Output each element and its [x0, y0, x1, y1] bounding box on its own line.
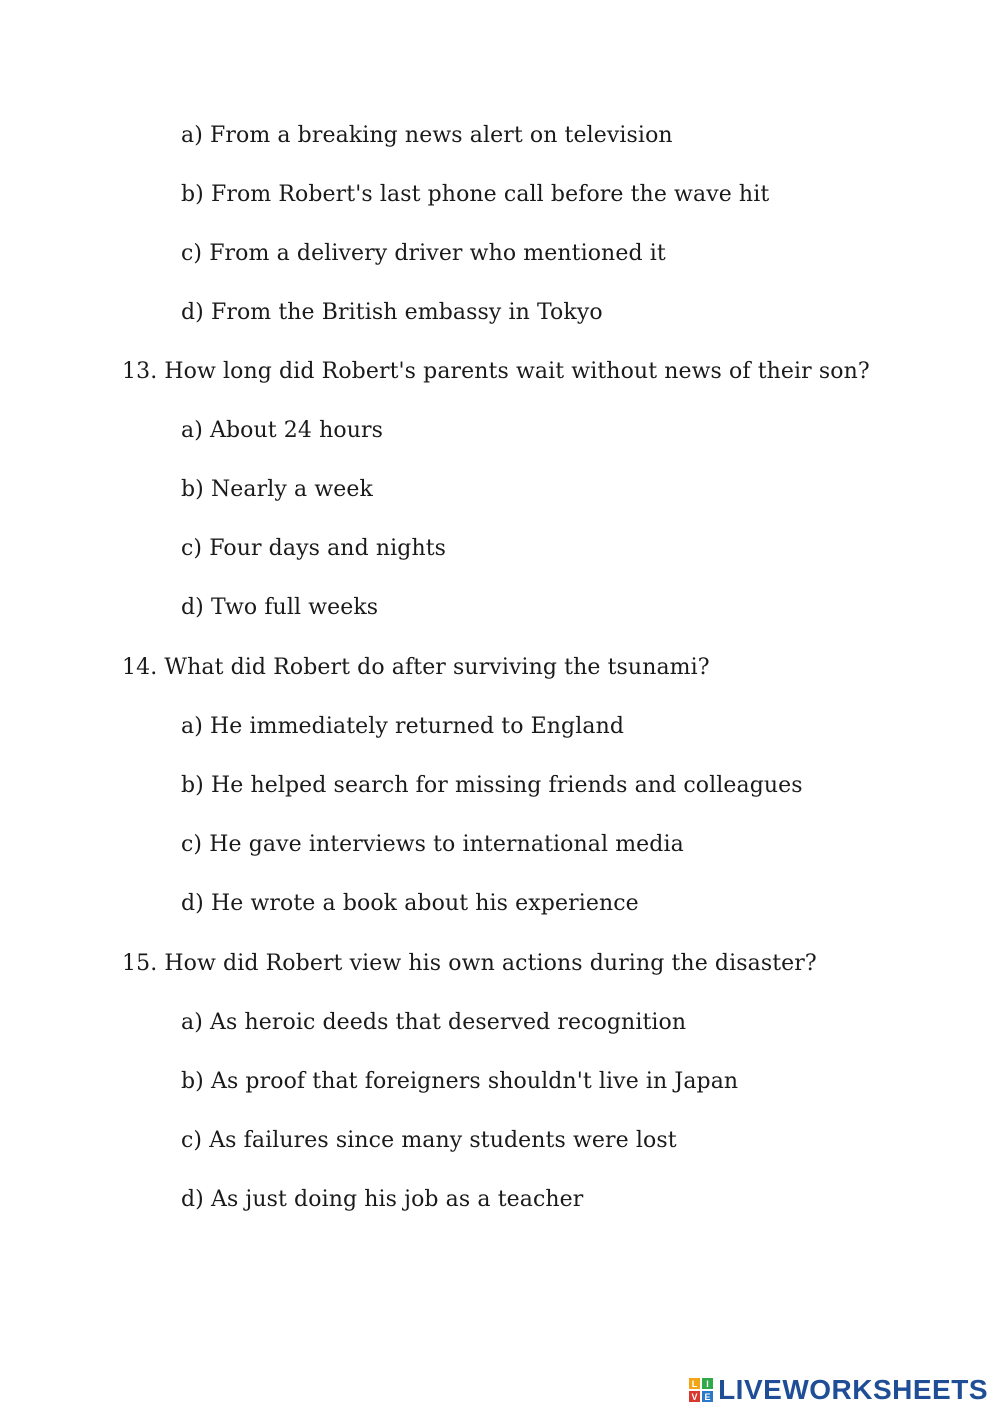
q14-option-d[interactable]: d) He wrote a book about his experience — [181, 891, 639, 916]
q13-option-a[interactable]: a) About 24 hours — [181, 418, 383, 443]
q14-option-a[interactable]: a) He immediately returned to England — [181, 714, 625, 739]
q15-option-c[interactable]: c) As failures since many students were lost — [181, 1128, 677, 1153]
q15-option-b[interactable]: b) As proof that foreigners shouldn't live in Japan — [181, 1069, 739, 1094]
brand-name: LIVEWORKSHEETS — [718, 1374, 988, 1405]
question-14: 14. What did Robert do after surviving the tsunami? — [122, 655, 710, 680]
svg-text:V: V — [691, 1392, 698, 1402]
svg-text:I: I — [706, 1379, 709, 1389]
q14-option-b[interactable]: b) He helped search for missing friends and colleagues — [181, 773, 803, 798]
q12-option-a[interactable]: a) From a breaking news alert on television — [181, 123, 673, 148]
q13-option-d[interactable]: d) Two full weeks — [181, 595, 379, 620]
liveworksheets-logo-icon — [688, 1377, 714, 1403]
q12-option-c[interactable]: c) From a delivery driver who mentioned it — [181, 241, 666, 266]
q15-option-a[interactable]: a) As heroic deeds that deserved recognition — [181, 1010, 687, 1035]
liveworksheets-brand[interactable] — [688, 1374, 988, 1406]
q12-option-b[interactable]: b) From Robert's last phone call before the wave hit — [181, 182, 770, 207]
svg-text:E: E — [704, 1392, 711, 1402]
q13-option-c[interactable]: c) Four days and nights — [181, 536, 447, 561]
q15-option-d[interactable]: d) As just doing his job as a teacher — [181, 1187, 584, 1212]
q13-option-b[interactable]: b) Nearly a week — [181, 477, 373, 502]
q14-option-c[interactable]: c) He gave interviews to international media — [181, 832, 684, 857]
question-15: 15. How did Robert view his own actions during the disaster? — [122, 951, 817, 976]
q12-option-d[interactable]: d) From the British embassy in Tokyo — [181, 300, 603, 325]
question-13: 13. How long did Robert's parents wait without news of their son? — [122, 359, 870, 384]
svg-text:L: L — [691, 1379, 698, 1389]
